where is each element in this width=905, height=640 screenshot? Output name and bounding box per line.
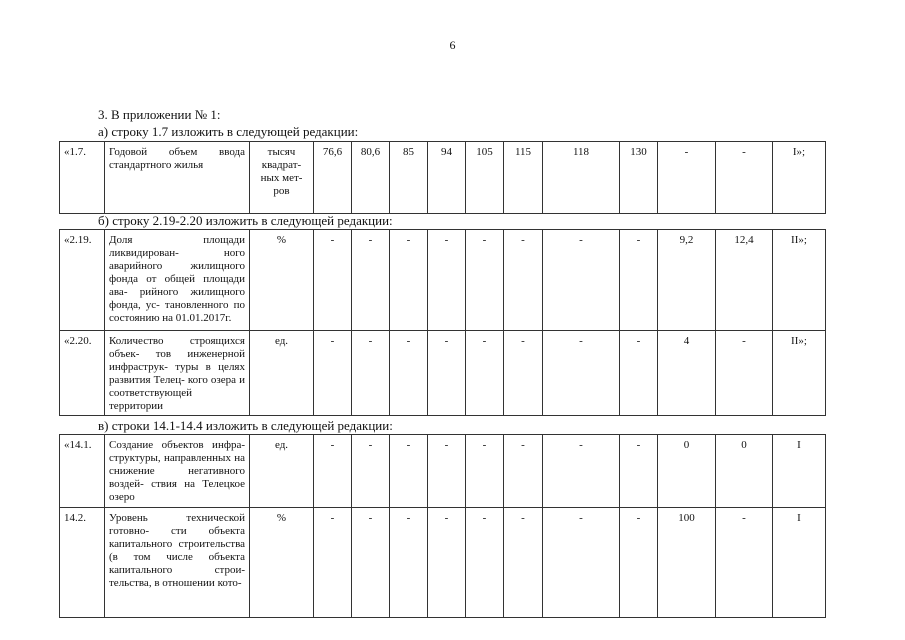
value-cell: -	[504, 331, 543, 416]
value-cell: 4	[658, 331, 716, 416]
value-cell: -	[504, 435, 543, 508]
value-cell: -	[504, 508, 543, 618]
value-cell: 118	[543, 142, 620, 214]
value-cell: -	[428, 435, 466, 508]
value-cell: -	[352, 435, 390, 508]
value-cell: 9,2	[658, 230, 716, 331]
table-row	[60, 331, 826, 416]
value-cell: -	[314, 435, 352, 508]
amendment-intro: 3. В приложении № 1:	[98, 107, 221, 122]
value-cell: 105	[466, 142, 504, 214]
category-cell: I»;	[773, 142, 826, 214]
value-cell: 80,6	[352, 142, 390, 214]
value-cell: 76,6	[314, 142, 352, 214]
value-cell: -	[543, 435, 620, 508]
value-cell: -	[620, 508, 658, 618]
unit-cell: %	[250, 508, 314, 618]
row-number: «1.7.	[60, 142, 105, 214]
value-cell: -	[314, 331, 352, 416]
unit-cell: %	[250, 230, 314, 331]
value-cell: -	[466, 435, 504, 508]
table-row-1-7	[59, 141, 826, 214]
value-cell: -	[390, 435, 428, 508]
table-rows-2-19-2-20	[59, 229, 826, 416]
value-cell: -	[620, 230, 658, 331]
value-cell: 0	[716, 435, 773, 508]
value-cell: 12,4	[716, 230, 773, 331]
row-number: «2.19.	[60, 230, 105, 331]
value-cell: -	[716, 508, 773, 618]
category-cell: I	[773, 508, 826, 618]
value-cell: -	[504, 230, 543, 331]
value-cell: -	[428, 331, 466, 416]
category-cell: II»;	[773, 230, 826, 331]
value-cell: -	[314, 508, 352, 618]
value-cell: -	[466, 230, 504, 331]
value-cell: -	[466, 508, 504, 618]
value-cell: -	[352, 508, 390, 618]
value-cell: -	[716, 331, 773, 416]
table-row	[60, 435, 826, 508]
unit-cell: ед.	[250, 435, 314, 508]
value-cell: -	[390, 230, 428, 331]
row-number: 14.2.	[60, 508, 105, 618]
indicator-name: Создание объектов инфра- структуры, направленных на снижение негативного воздей- ствия на Телецкое озеро	[105, 435, 250, 508]
section-b-heading: б) строку 2.19-2.20 изложить в следующей редакции:	[98, 213, 393, 228]
value-cell: 130	[620, 142, 658, 214]
page-number: 6	[449, 38, 456, 52]
value-cell: 0	[658, 435, 716, 508]
table-rows-14-1-14-4	[59, 434, 826, 618]
value-cell: -	[390, 331, 428, 416]
value-cell: -	[466, 331, 504, 416]
section-a-heading: а) строку 1.7 изложить в следующей редакции:	[98, 124, 359, 139]
row-number: «2.20.	[60, 331, 105, 416]
value-cell: 100	[658, 508, 716, 618]
table-row	[60, 508, 826, 618]
value-cell: 94	[428, 142, 466, 214]
indicator-name: Доля площади ликвидирован- ного аварийного жилищного фонда от общей площади ава- рийного жилищного фонда, ус- тановленного по состоянию на 01.01.2017г.	[105, 230, 250, 331]
value-cell: -	[658, 142, 716, 214]
value-cell: -	[716, 142, 773, 214]
indicator-name: Годовой объем ввода стандартного жилья	[105, 142, 250, 214]
value-cell: -	[543, 331, 620, 416]
category-cell: II»;	[773, 331, 826, 416]
indicator-name: Уровень технической готовно- сти объекта капитального строительства (в том числе объекта капитального строи- тельства, в отношении кото-	[105, 508, 250, 618]
value-cell: -	[352, 331, 390, 416]
value-cell: 115	[504, 142, 543, 214]
value-cell: -	[543, 508, 620, 618]
value-cell: -	[428, 508, 466, 618]
value-cell: 85	[390, 142, 428, 214]
value-cell: -	[314, 230, 352, 331]
category-cell: I	[773, 435, 826, 508]
indicator-name: Количество строящихся объек- тов инженерной инфраструк- туры в целях развития Телец- кого озера и соответствующей территории	[105, 331, 250, 416]
value-cell: -	[543, 230, 620, 331]
table-row	[60, 230, 826, 331]
row-number: «14.1.	[60, 435, 105, 508]
unit-cell: тысяч квадрат- ных мет- ров	[250, 142, 314, 214]
value-cell: -	[390, 508, 428, 618]
value-cell: -	[428, 230, 466, 331]
table-row	[60, 142, 826, 214]
section-c-heading: в) строки 14.1-14.4 изложить в следующей редакции:	[98, 418, 393, 433]
value-cell: -	[620, 435, 658, 508]
unit-cell: ед.	[250, 331, 314, 416]
value-cell: -	[352, 230, 390, 331]
value-cell: -	[620, 331, 658, 416]
